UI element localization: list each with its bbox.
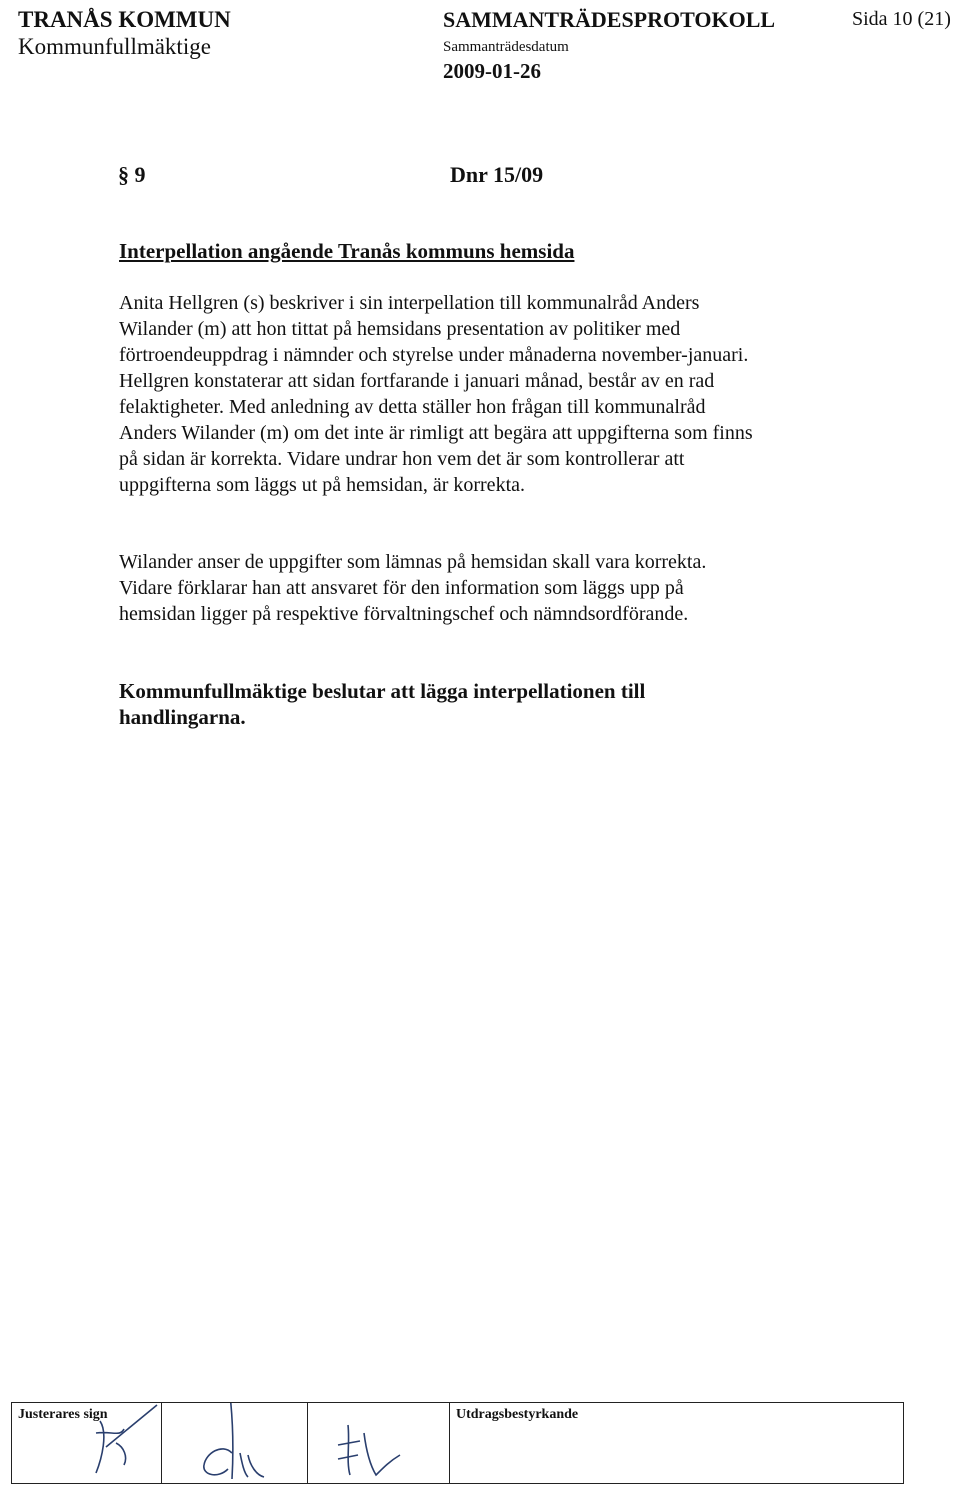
body-paragraph-1: Anita Hellgren (s) beskriver i sin interpellation till kommunalråd Anders Wilander (m) att hon tittat på hemsidans presentation av politiker med förtroendeuppdrag i nämnder och styrelse under månaderna november-januari. Hellgren konstaterar att sidan fortfarande i januari månad, består av en rad felaktigheter. Med anledning av detta ställer hon frågan till kommunalråd Anders Wilander (m) om det inte är rimligt att begära att uppgifterna som finns på sidan är korrekta. Vidare undrar hon vem det är som kontrollerar att uppgifterna som läggs ut på hemsidan, är korrekta.	[119, 292, 753, 496]
decision-text: Kommunfullmäktige beslutar att lägga interpellationen till handlingarna.	[119, 679, 646, 729]
utdragsbestyrkande-cell	[450, 1403, 903, 1483]
section-title: Interpellation angående Tranås kommuns hemsida	[119, 239, 575, 263]
signature-cell-1	[12, 1403, 162, 1483]
justerares-sign-label: Justerares sign	[18, 1407, 108, 1422]
page-number: Sida 10 (21)	[852, 8, 951, 30]
meeting-date-label: Sammanträdesdatum	[443, 39, 569, 55]
signature-table	[11, 1402, 904, 1484]
signature-3-icon	[308, 1403, 450, 1485]
body-paragraph-2: Wilander anser de uppgifter som lämnas på hemsidan skall vara korrekta. Vidare förklarar han att ansvaret för den information som läggs upp på hemsidan ligger på respektive förvaltningschef och nämndsordförande.	[119, 551, 707, 625]
council-name: Kommunfullmäktige	[18, 34, 211, 59]
utdragsbestyrkande-label: Utdragsbestyrkande	[456, 1407, 579, 1422]
signature-cell-3	[308, 1403, 450, 1483]
header-organization	[18, 6, 231, 60]
paragraph-number: § 9	[118, 162, 146, 187]
municipality-name: TRANÅS KOMMUN	[18, 7, 231, 32]
signature-cell-2	[162, 1403, 308, 1483]
signature-1-icon	[12, 1403, 162, 1485]
signature-2-icon	[162, 1403, 308, 1485]
header-document-info	[443, 6, 775, 84]
meeting-date: 2009-01-26	[443, 59, 541, 83]
document-type: SAMMANTRÄDESPROTOKOLL	[443, 7, 776, 32]
diary-number: Dnr 15/09	[450, 162, 544, 187]
